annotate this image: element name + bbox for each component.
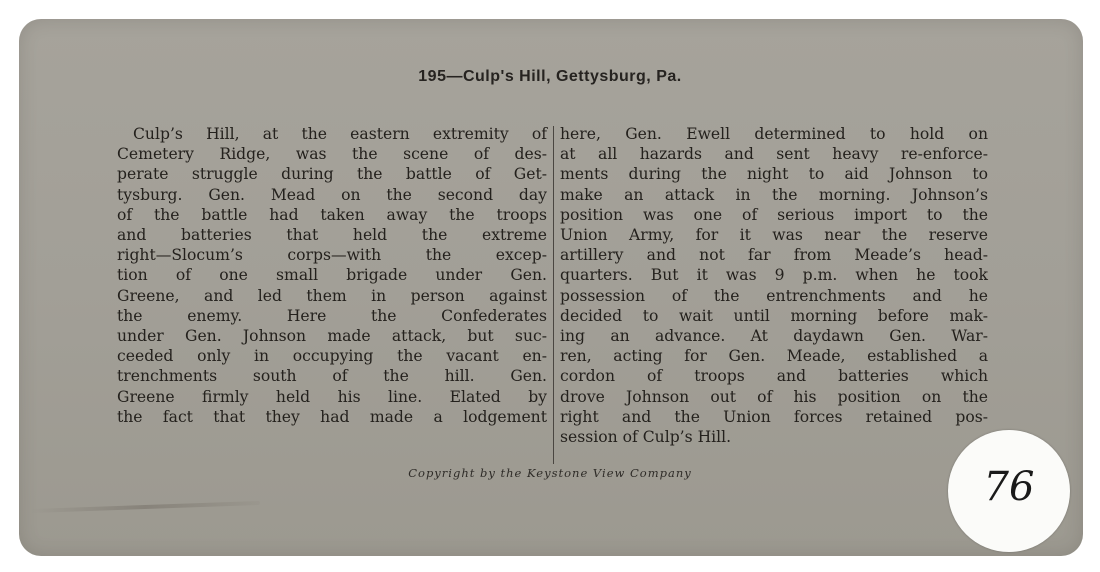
text-line: decided to wait until morning before mak- — [560, 306, 988, 325]
text-line: ments during the night to aid Johnson to — [560, 165, 988, 184]
text-column-left — [117, 124, 547, 427]
text-line: under Gen. Johnson made attack, but suc- — [117, 327, 547, 346]
text-line: Culp’s Hill, at the eastern extremity of — [133, 125, 547, 143]
text-line: right and the Union forces retained pos- — [560, 407, 988, 426]
inventory-number-sticker — [948, 430, 1070, 552]
text-line: possession of the entrenchments and he — [560, 286, 988, 305]
text-line: right—Slocum’s corps—with the excep- — [117, 246, 547, 265]
text-line: of the battle had taken away the troops — [117, 205, 547, 224]
text-line: drove Johnson out of his position on the — [560, 387, 988, 406]
text-line: position was one of serious import to the — [560, 205, 988, 224]
text-line: here, Gen. Ewell determined to hold on — [560, 125, 988, 143]
text-line: cordon of troops and batteries which — [560, 367, 988, 386]
card-title: 195—Culp's Hill, Gettysburg, Pa. — [418, 68, 682, 85]
text-line: ren, acting for Gen. Meade, established a — [560, 347, 988, 366]
text-line: make an attack in the morning. Johnson’s — [560, 185, 988, 204]
handwritten-number: 76 — [983, 464, 1035, 510]
text-line: Greene firmly held his line. Elated by — [117, 387, 547, 406]
text-line: the enemy. Here the Confederates — [117, 306, 547, 325]
column-divider — [553, 126, 554, 464]
text-line: the fact that they had made a lodgement — [117, 407, 547, 426]
text-line: and batteries that held the extreme — [117, 226, 547, 245]
text-line: at all hazards and sent heavy re-enforce- — [560, 145, 988, 164]
text-line: ing an advance. At daydawn Gen. War- — [560, 327, 988, 346]
text-line: trenchments south of the hill. Gen. — [117, 367, 547, 386]
text-line: Cemetery Ridge, was the scene of des- — [117, 145, 547, 164]
text-column-right — [560, 124, 988, 447]
copyright-line: Copyright by the Keystone View Company — [408, 466, 692, 480]
text-line: artillery and not far from Meade’s head- — [560, 246, 988, 265]
text-line: quarters. But it was 9 p.m. when he took — [560, 266, 988, 285]
text-line: Union Army, for it was near the reserve — [560, 226, 988, 245]
text-line: session of Culp’s Hill. — [560, 428, 732, 447]
text-line: Greene, and led them in person against — [117, 286, 547, 305]
text-line: ceeded only in occupying the vacant en- — [117, 347, 547, 366]
text-line: tion of one small brigade under Gen. — [117, 266, 547, 285]
text-line: perate struggle during the battle of Get- — [117, 165, 547, 184]
text-line: tysburg. Gen. Mead on the second day — [117, 185, 547, 204]
